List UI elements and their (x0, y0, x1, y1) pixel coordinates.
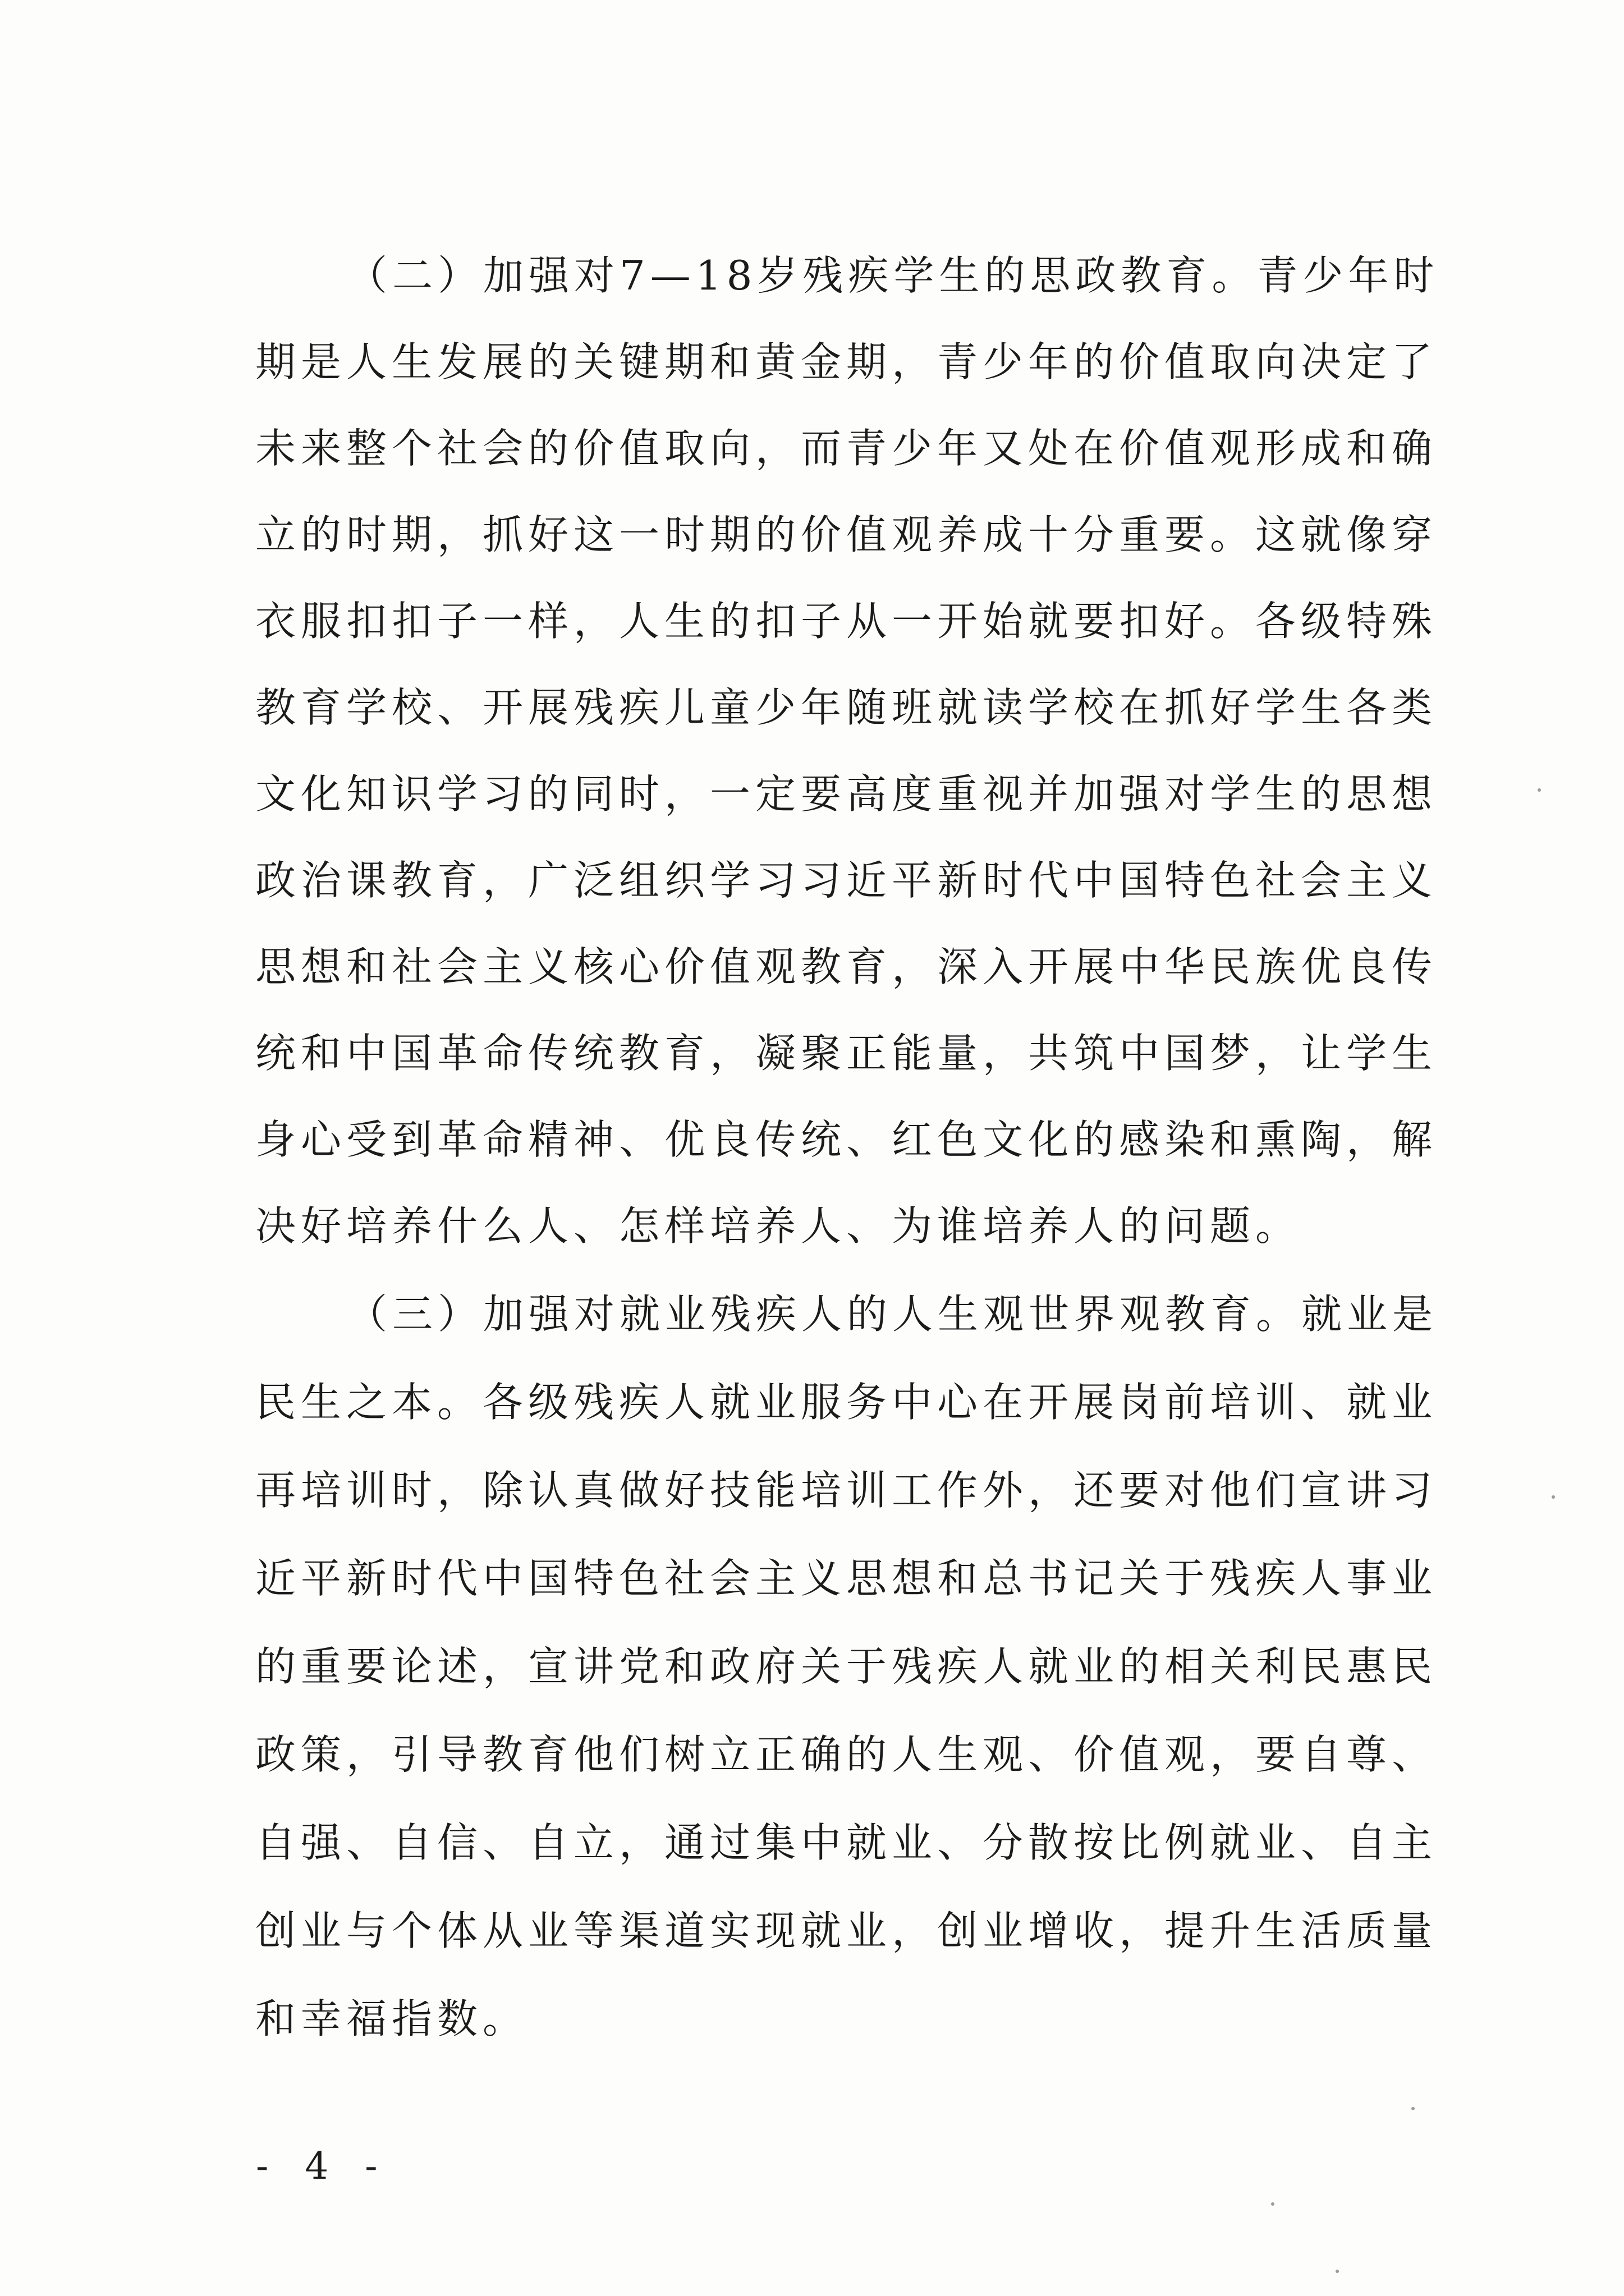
paragraph-line: 近平新时代中国特色社会主义思想和总书记关于残疾人事业 (255, 1555, 1438, 1602)
paragraph-line: 立的时期，抓好这一时期的价值观养成十分重要。这就像穿 (255, 511, 1438, 558)
page-number: - 4 - (256, 2145, 390, 2188)
paragraph-line: 期是人生发展的关键期和黄金期，青少年的价值取向决定了 (255, 338, 1438, 385)
paragraph-line: 统和中国革命传统教育，凝聚正能量，共筑中国梦，让学生 (255, 1030, 1438, 1077)
paragraph-line: 政策，引导教育他们树立正确的人生观、价值观，要自尊、 (255, 1731, 1438, 1778)
scan-speck (1271, 2202, 1274, 2206)
scan-speck (1336, 2270, 1339, 2273)
paragraph-line: 决好培养什么人、怎样培养人、为谁培养人的问题。 (255, 1202, 1301, 1250)
scan-speck (1411, 2107, 1415, 2110)
paragraph-line: （三）加强对就业残疾人的人生观世界观教育。就业是 (347, 1291, 1438, 1338)
paragraph-line: 再培训时，除认真做好技能培训工作外，还要对他们宣讲习 (255, 1467, 1438, 1514)
paragraph-line: 政治课教育，广泛组织学习习近平新时代中国特色社会主义 (255, 857, 1438, 904)
paragraph-line: 和幸福指数。 (255, 1995, 529, 2042)
paragraph-line: 文化知识学习的同时，一定要高度重视并加强对学生的思想 (255, 770, 1438, 818)
paragraph-line: 身心受到革命精神、优良传统、红色文化的感染和熏陶，解 (255, 1116, 1438, 1163)
scan-speck (1552, 1495, 1555, 1499)
paragraph-line: 自强、自信、自立，通过集中就业、分散按比例就业、自主 (255, 1819, 1438, 1866)
paragraph-line: 思想和社会主义核心价值观教育，深入开展中华民族优良传 (255, 943, 1438, 990)
paragraph-line: 未来整个社会的价值取向，而青少年又处在价值观形成和确 (255, 425, 1438, 472)
paragraph-line: （二）加强对7—18岁残疾学生的思政教育。青少年时 (347, 252, 1439, 299)
paragraph-line: 衣服扣扣子一样，人生的扣子从一开始就要扣好。各级特殊 (255, 598, 1438, 645)
paragraph-line: 民生之本。各级残疾人就业服务中心在开展岗前培训、就业 (255, 1379, 1438, 1426)
paragraph-line: 教育学校、开展残疾儿童少年随班就读学校在抓好学生各类 (255, 684, 1438, 731)
paragraph-line: 的重要论述，宣讲党和政府关于残疾人就业的相关利民惠民 (255, 1643, 1438, 1690)
paragraph-line: 创业与个体从业等渠道实现就业，创业增收，提升生活质量 (255, 1907, 1438, 1954)
scan-speck (1538, 788, 1541, 792)
